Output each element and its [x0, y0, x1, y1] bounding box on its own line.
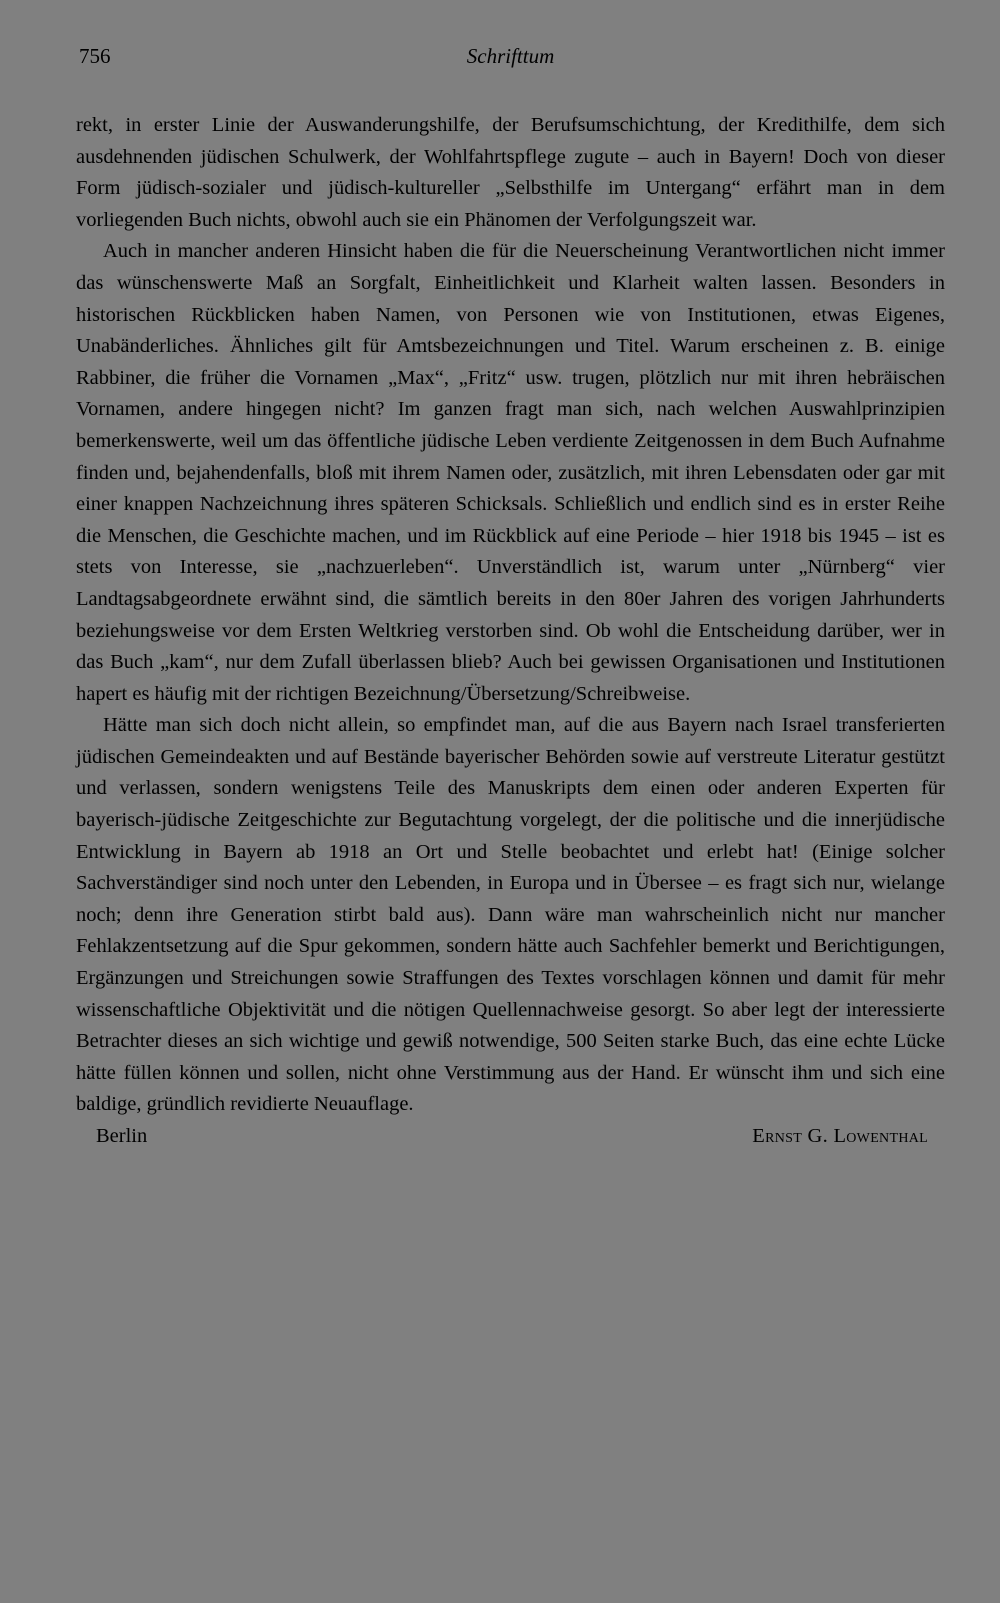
section-title: Schrifttum	[466, 44, 555, 68]
paragraph-3: Hätte man sich doch nicht allein, so empfindet man, auf die aus Bayern nach Israel transferierten jüdischen Gemeindeakten und auf Bestände bayerischer Behörden sowie auf verstreute Literatur gestützt und verlassen, sondern wenigstens Teile des Manuskripts dem einen oder anderen Experten für bayerisch-jüdische Zeitgeschichte zur Begutachtung vorgelegt, der die politische und die innerjüdische Entwicklung in Bayern ab 1918 an Ort und Stelle beobachtet und erlebt hat! (Einige solcher Sachverständiger sind noch unter den Lebenden, in Europa und in Übersee – es fragt sich nur, wielange noch; denn ihre Generation stirbt bald aus). Dann wäre man wahrscheinlich nicht nur mancher Fehlakzentsetzung auf die Spur gekommen, sondern hätte auch Sachfehler bemerkt und Berichtigungen, Ergänzungen und Streichungen sowie Straffungen des Textes vorschlagen können und damit für mehr wissenschaftliche Objektivität und die nötigen Quellennachweise gesorgt. So aber legt der interessierte Betrachter dieses an sich wichtige und gewiß notwendige, 500 Seiten starke Buch, das eine echte Lücke hätte füllen können und sollen, nicht ohne Verstimmung aus der Hand. Er wünscht ihm und sich eine baldige, gründlich revidierte Neuauflage.	[76, 714, 945, 1116]
paragraph-1: rekt, in erster Linie der Auswanderungshilfe, der Berufsumschichtung, der Kredithilfe, dem sich ausdehnenden jüdischen Schulwerk, der Wohlfahrtspflege zugute – auch in Bayern! Doch von dieser Form jüdisch-sozialer und jüdisch-kultureller „Selbsthilfe im Untergang“ erfährt man in dem vorliegenden Buch nichts, obwohl auch sie ein Phänomen der Verfolgungszeit war.	[76, 114, 945, 231]
signature-line	[76, 1121, 945, 1153]
running-header	[76, 44, 945, 80]
signature-place: Berlin	[96, 1125, 148, 1147]
page-number: 756	[79, 44, 111, 68]
document-page	[76, 44, 945, 1153]
paragraph-2: Auch in mancher anderen Hinsicht haben die für die Neuerscheinung Verantwortlichen nicht immer das wünschenswerte Maß an Sorgfalt, Einheitlichkeit und Klarheit walten lassen. Besonders in historischen Rückblicken haben Namen, von Personen wie von Institutionen, etwas Eigenes, Unabänderliches. Ähnliches gilt für Amtsbezeichnungen und Titel. Warum erscheinen z. B. einige Rabbiner, die früher die Vornamen „Max“, „Fritz“ usw. trugen, plötzlich nur mit ihren hebräischen Vornamen, andere hingegen nicht? Im ganzen fragt man sich, nach welchen Auswahlprinzipien bemerkenswerte, weil um das öffentliche jüdische Leben verdiente Zeitgenossen in dem Buch Aufnahme finden und, bejahendenfalls, bloß mit ihrem Namen oder, zusätzlich, mit ihren Lebensdaten oder gar mit einer knappen Nachzeichnung ihres späteren Schicksals. Schließlich und endlich sind es in erster Reihe die Menschen, die Geschichte machen, und im Rückblick auf eine Periode – hier 1918 bis 1945 – ist es stets von Interesse, sie „nachzuerleben“. Unverständlich ist, warum unter „Nürnberg“ vier Landtagsabgeordnete erwähnt sind, die sämtlich bereits in den 80er Jahren des vorigen Jahrhunderts beziehungsweise vor dem Ersten Weltkrieg verstorben sind. Ob wohl die Entscheidung darüber, wer in das Buch „kam“, nur dem Zufall überlassen blieb? Auch bei gewissen Organisationen und Institutionen hapert es häufig mit der richtigen Bezeichnung/Übersetzung/Schreibweise.	[76, 240, 945, 705]
signature-author: Ernst G. Lowenthal	[752, 1125, 928, 1147]
body-text	[76, 110, 945, 1121]
